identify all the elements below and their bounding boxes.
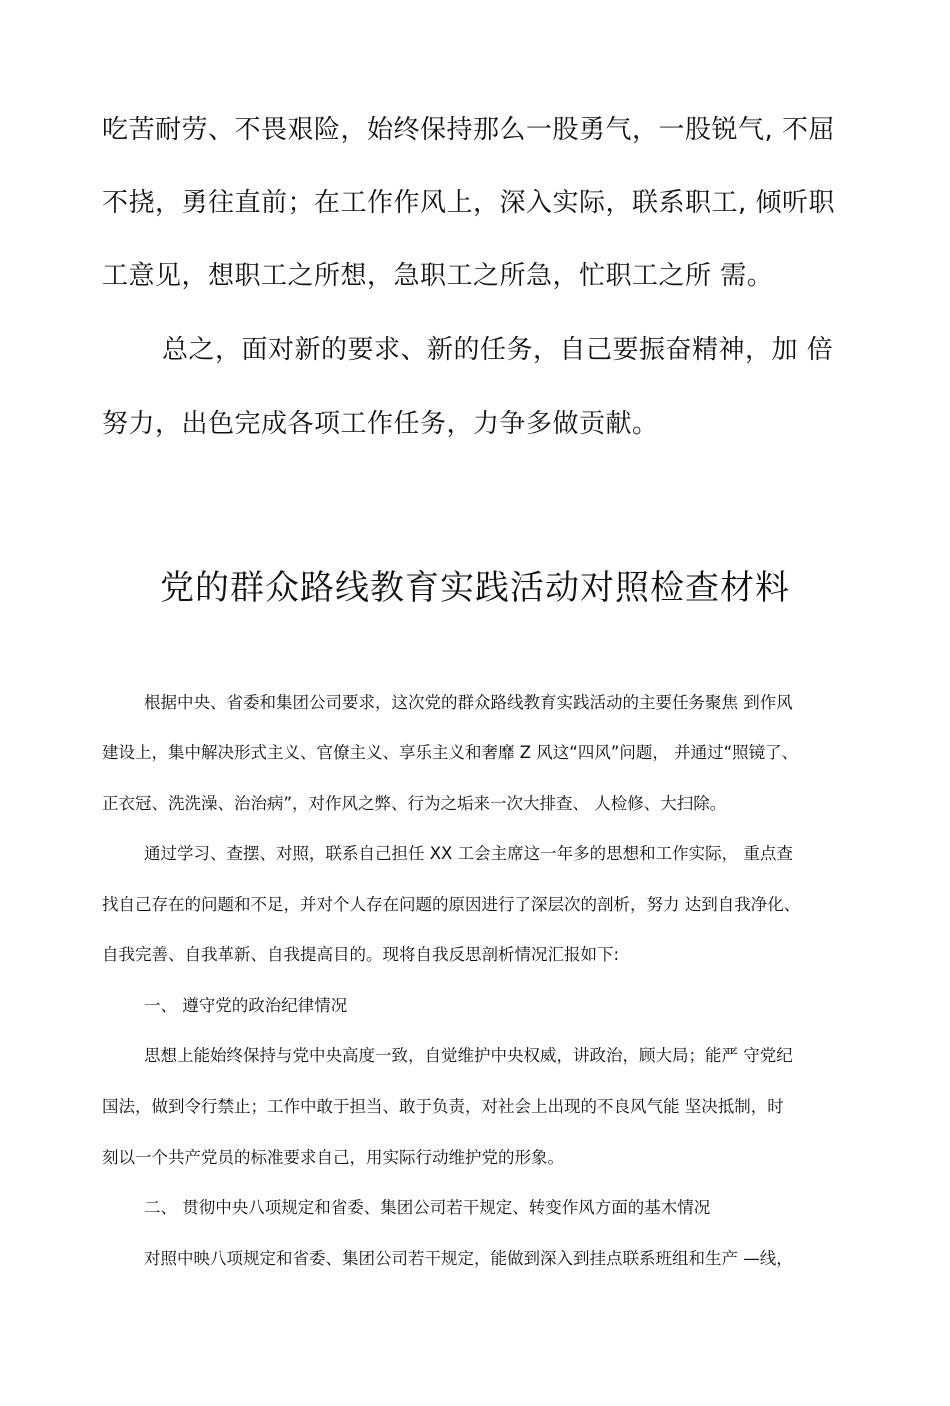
- paragraph-line: 思想上能始终保持与党中央高度一致，自觉维护中央权威，讲政治，顾大局；能严 守党纪: [144, 1046, 793, 1065]
- document-title: 党的群众路线教育实践活动对照检查材料: [160, 568, 790, 608]
- paragraph-line: 根据中央、省委和集团公司要求，这次党的群众路线教育实践活动的主要任务聚焦 到作风: [144, 693, 793, 712]
- paragraph-line: 刻以一个共产党员的标准要求自己，用实际行动维护党的形象。: [102, 1148, 564, 1167]
- paragraph-line: 正衣冠、洗洗澡、治治病”，对作风之弊、行为之垢来一次大排查、 人检修、大扫除。: [102, 794, 727, 813]
- paragraph-line: 通过学习、查摆、对照，联系自己担任 XX 工会主席这一年多的思想和工作实际， 重点查: [144, 844, 793, 863]
- section-heading: 一、 遵守党的政治纪律情况: [144, 996, 348, 1015]
- paragraph-line: 对照中映八项规定和省委、集团公司若干规定，能做到深入到挂点联系班组和生产 —线，: [144, 1249, 793, 1268]
- paragraph-line: 总之，面对新的要求、新的任务，自己要振奋精神，加 倍: [162, 335, 834, 365]
- paragraph-line: 建设上，集中解决形式主义、官僚主义、享乐主义和奢靡 Z 风这“四风”问题， 并通过“照镜了、: [102, 743, 799, 762]
- paragraph-line: 找自己存在的问题和不足，并对个人存在问题的原因进行了深层次的剖析，努力 达到自我净化、: [102, 895, 801, 914]
- paragraph-line: 工意见，想职工之所想，急职工之所急，忙职工之所 需。: [102, 261, 774, 291]
- paragraph-line: 不挠，勇往直前；在工作作风上，深入实际，联系职工, 倾听职: [102, 188, 836, 218]
- section-heading: 二、 贯彻中央八项规定和省委、集团公司若干规定、转变作风方面的基木情况: [144, 1198, 711, 1217]
- paragraph-line: 努力，出色完成各项工作任务，力争多做贡献。: [102, 409, 659, 439]
- paragraph-line: 国法，做到令行禁止；工作中敢于担当、敢于负责，对社会上出现的不良风气能 坚决抵制，时: [102, 1097, 784, 1116]
- paragraph-line: 自我完善、自我革新、自我提高目的。现将自我反思剖析情况汇报如下:: [102, 945, 620, 964]
- paragraph-line: 吃苦耐劳、不畏艰险，始终保持那么一股勇气，一股锐气, 不屈: [102, 115, 836, 145]
